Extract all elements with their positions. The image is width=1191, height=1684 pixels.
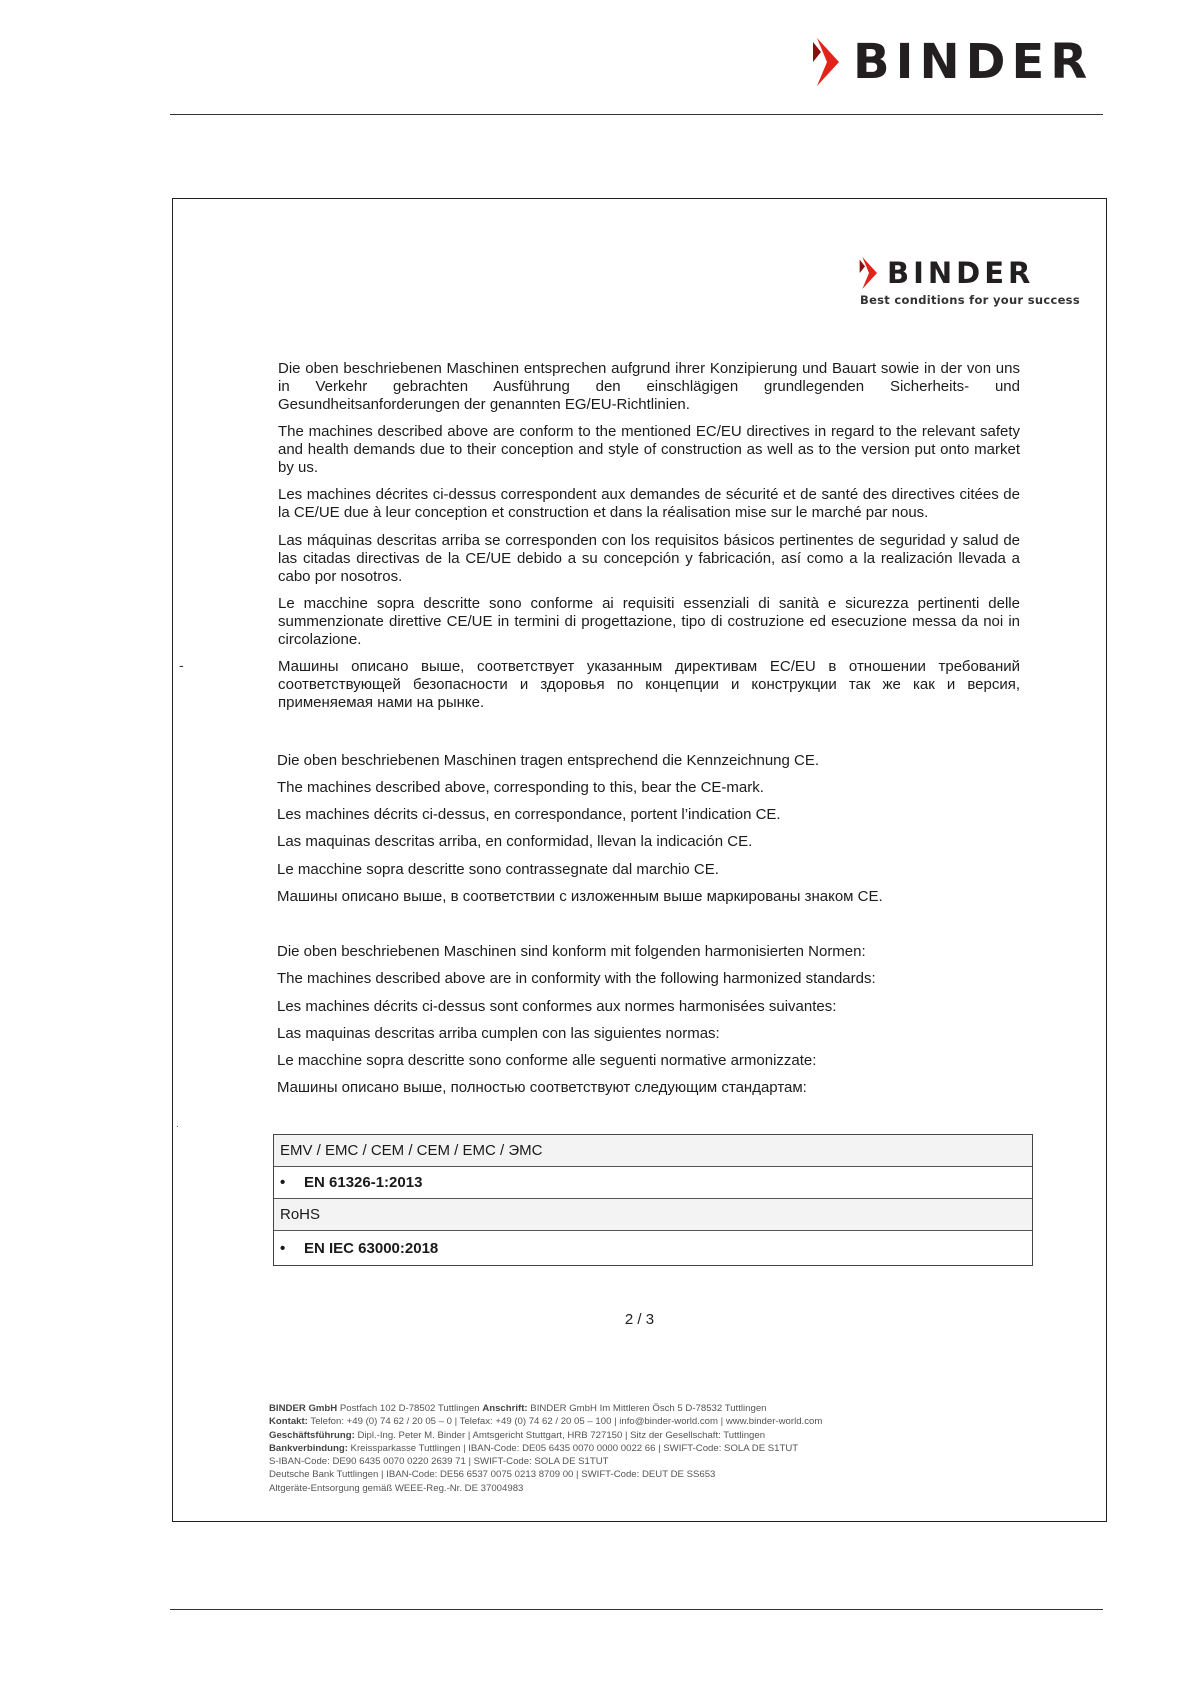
ce-marking-en: The machines described above, corresponding to this, bear the CE-mark. [277, 779, 764, 796]
standards-intro-de: Die oben beschriebenen Maschinen sind konform mit folgenden harmonisierten Normen: [277, 943, 866, 960]
bullet-icon: • [280, 1174, 286, 1191]
declaration-paragraph-es: Las máquinas descritas arriba se corresponden con los requisitos básicos pertinentes de seguridad y salud de las citadas directivas de la CE/UE debido a su concepción y fabricación, así como a la realización llevada a cabo por nosotros. [278, 532, 1020, 585]
ce-marking-fr: Les machines décrits ci-dessus, en correspondance, portent l’indication CE. [277, 806, 781, 823]
ce-marking-ru: Машины описано выше, в соответствии с изложенным выше маркированы знаком CE. [277, 888, 883, 905]
standards-intro-fr: Les machines décrits ci-dessus sont conformes aux normes harmonisées suivantes: [277, 998, 837, 1015]
emc-standard-value: EN 61326-1:2013 [304, 1174, 423, 1191]
bullet-icon: • [280, 1239, 286, 1257]
binder-logo [813, 34, 1103, 90]
footer-line-weee: Altgeräte-Entsorgung gemäß WEEE-Reg.-Nr. DE 37004983 [269, 1482, 524, 1494]
declaration-paragraph-fr: Les machines décrites ci-dessus correspondent aux demandes de sécurité et de santé des directives citées de la CE/UE due à leur conception et construction et dans la réalisation mise sur le marché par nous. [278, 486, 1020, 521]
header-divider [170, 114, 1103, 115]
scan-logo-mark-icon [859, 257, 883, 289]
scan-logo-tagline: Best conditions for your success [860, 293, 1080, 307]
footer-divider [170, 1609, 1103, 1610]
standards-intro-en: The machines described above are in conformity with the following harmonized standards: [277, 970, 876, 987]
scan-logo-text: BINDER [887, 256, 1035, 290]
declaration-paragraph-de: Die oben beschriebenen Maschinen entsprechen aufgrund ihrer Konzipierung und Bauart sowie in der von uns in Verkehr gebrachten Ausführung den einschlägigen grundlegenden Sicherheits- und Gesundheitsanforderungen der genannten EG/EU-Richtlinien. [278, 360, 1020, 413]
emc-header-label: EMV / EMC / CEM / CEM / EMC / ЭМС [280, 1142, 543, 1159]
company-footer [269, 1402, 822, 1495]
standards-intro-ru: Машины описано выше, полностью соответствуют следующим стандартам: [277, 1079, 807, 1096]
ce-marking-it: Le macchine sopra descritte sono contrassegnate dal marchio CE. [277, 861, 719, 878]
rohs-header-row [274, 1199, 1032, 1231]
scan-margin-mark: - [179, 657, 184, 673]
standards-intro-es: Las maquinas descritas arriba cumplen con las siguientes normas: [277, 1025, 720, 1042]
footer-line-address: BINDER GmbH Postfach 102 D-78502 Tuttlingen Anschrift: BINDER GmbH Im Mittleren Ösch 5 D-78532 Tuttlingen [269, 1403, 767, 1414]
rohs-header-label: RoHS [280, 1206, 321, 1223]
page-number: 2 / 3 [624, 1311, 655, 1328]
scan-binder-logo [859, 257, 1099, 317]
footer-line-contact: Kontakt: Telefon: +49 (0) 74 62 / 20 05 – 0 | Telefax: +49 (0) 74 62 / 20 05 – 100 | info@binder-world.com | www.binder-world.com [269, 1416, 823, 1428]
binder-logo-mark-icon [813, 38, 847, 86]
scan-margin-dot: . [176, 1119, 179, 1130]
footer-line-management: Geschäftsführung: Dipl.-Ing. Peter M. Binder | Amtsgericht Stuttgart, HRB 727150 | Sitz der Gesellschaft: Tuttlingen [269, 1429, 766, 1441]
footer-line-deutsche-bank: Deutsche Bank Tuttlingen | IBAN-Code: DE56 6537 0075 0213 8709 00 | SWIFT-Code: DEUT DE SS653 [269, 1469, 716, 1481]
declaration-paragraph-en: The machines described above are conform to the mentioned EC/EU directives in regard to the relevant safety and health demands due to their conception and style of construction as well as to the version put onto market by us. [278, 423, 1020, 476]
declaration-paragraph-ru: Машины описано выше, соответствует указанным директивам EC/EU в отношении требований соответствующей безопасности и здоровья по концепции и конструкции так же как и версия, применяемая нами на рынке. [278, 658, 1020, 711]
footer-line-bank: Bankverbindung: Kreissparkasse Tuttlingen | IBAN-Code: DE05 6435 0070 0000 0022 66 | SWIFT-Code: SOLA DE S1TUT [269, 1442, 799, 1454]
emc-standard-row [274, 1167, 1032, 1199]
harmonized-standards-table [273, 1134, 1033, 1266]
declaration-paragraph-it: Le macchine sopra descritte sono conforme ai requisiti essenziali di sanità e sicurezza pertinenti delle summenzionate direttive CE/UE in termini di progettazione, tipo di costruzione ed esecuzione messa da noi in circolazione. [278, 595, 1020, 648]
ce-marking-es: Las maquinas descritas arriba, en conformidad, llevan la indicación CE. [277, 833, 753, 850]
standards-intro-it: Le macchine sopra descritte sono conforme alle seguenti normative armonizzate: [277, 1052, 817, 1069]
rohs-standard-row [274, 1231, 1032, 1265]
footer-line-siban: S-IBAN-Code: DE90 6435 0070 0220 2639 71 | SWIFT-Code: SOLA DE S1TUT [269, 1456, 609, 1468]
binder-logo-text: BINDER [853, 34, 1094, 90]
scanned-declaration-page [172, 198, 1107, 1522]
emc-header-row [274, 1135, 1032, 1167]
rohs-standard-value: EN IEC 63000:2018 [304, 1239, 439, 1257]
ce-marking-de: Die oben beschriebenen Maschinen tragen entsprechend die Kennzeichnung CE. [277, 752, 820, 769]
